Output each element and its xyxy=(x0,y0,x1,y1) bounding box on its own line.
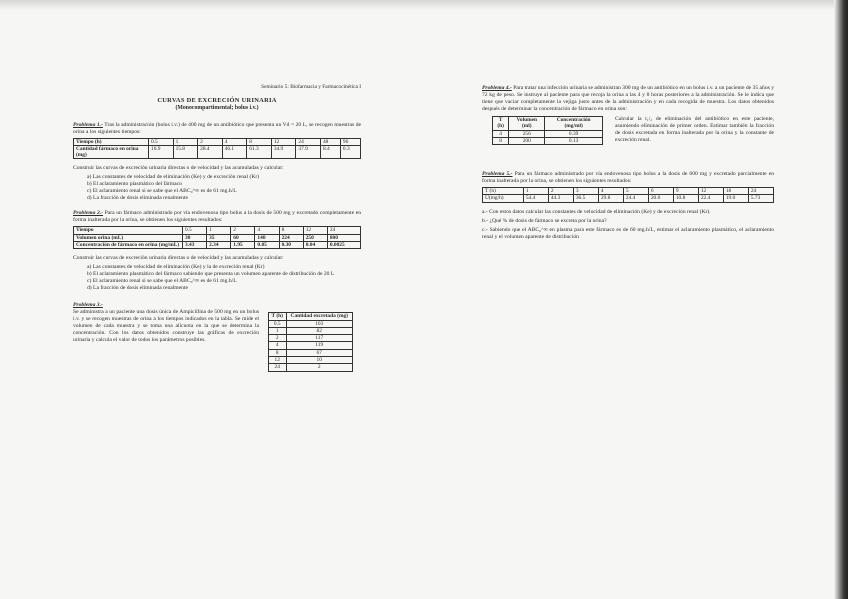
table-cell: 12 xyxy=(271,138,296,145)
table-cell: 24 xyxy=(748,188,773,195)
table-cell: 2 xyxy=(548,188,573,195)
table-cell: 15.8 xyxy=(173,145,198,159)
table-cell: 20.0 xyxy=(648,195,673,202)
problem-3-table xyxy=(268,312,353,371)
table-cell: 0.13 xyxy=(545,137,603,144)
table-cell: 2 xyxy=(198,138,223,145)
problem-3-text: Se administra a un paciente una dosis única de Ampicillina de 500 mg en un bolus i.v. y se recogen muestras de orina a los tiempos indicados en la tabla. Se mide el volumen de cada muestra y se toma una alícuota en la que se determina la concentración. Con los datos obtenidos construye las gráficas de excreción urinaria y calcula el valor de todos los parámetros posibles. xyxy=(73,309,259,344)
table-row xyxy=(74,241,361,248)
table-cell: 1 xyxy=(523,188,548,195)
table-row xyxy=(74,138,361,145)
problem-1-text: Tras la administración (bolus i.v.) de 400 mg de un antibiótico que presenta un Vd = 20 L, se recogen muestras de orina a los siguientes tiempos: xyxy=(73,121,361,135)
list-item: a.- Con estos datos calcular las constantes de velocidad de eliminación (Ke) y de excreción renal (Kr). xyxy=(482,208,711,215)
table-header-cell: Cantidad excretada (mg) xyxy=(286,313,353,320)
table-cell: 12 xyxy=(269,357,287,364)
table-header-cell: Volumen (ml) xyxy=(509,117,545,131)
list-item: c) El aclaramiento renal si se sabe que el ABC₀^∞ es de 61 mg.h/L xyxy=(87,278,237,285)
table-cell: 4 xyxy=(222,138,247,145)
problem-5-label: Problema 5.- xyxy=(482,171,513,178)
list-item: d) La fracción de dosis eliminada renalmente xyxy=(87,285,188,292)
table-cell: 60 xyxy=(231,234,255,241)
header-note: Seminario 5: Biofarmacia y Farmacocinética I xyxy=(261,84,361,90)
table-row xyxy=(74,227,361,234)
list-item: b) El aclaramiento plasmático del fármaco sabiendo que presenta un volumen aparente de distribución de 20 L xyxy=(87,271,335,278)
table-cell: 4 xyxy=(269,342,287,349)
table-cell: 12 xyxy=(698,188,723,195)
table-cell: 18 xyxy=(723,188,748,195)
problem-3-label: Problema 3.- xyxy=(73,302,103,309)
table-cell: 2 xyxy=(269,335,287,342)
table-cell: 8 xyxy=(247,138,272,145)
table-row xyxy=(269,335,353,342)
scan-shadow-right xyxy=(834,0,848,599)
table-cell: 24.4 xyxy=(623,195,648,202)
table-cell: 2 xyxy=(231,227,255,234)
table-row xyxy=(483,195,774,202)
table-cell: 48 xyxy=(320,138,340,145)
problem-4-table xyxy=(492,116,603,145)
table-cell: 12 xyxy=(303,227,327,234)
table-cell: 119 xyxy=(286,342,353,349)
table-cell: 24 xyxy=(296,138,321,145)
table-cell: 8 xyxy=(279,227,303,234)
table-cell: 3.43 xyxy=(183,241,207,248)
table-cell: 36.5 xyxy=(573,195,598,202)
table-row xyxy=(269,342,353,349)
page-title: CURVAS DE EXCRECIÓN URINARIA xyxy=(157,97,277,104)
table-row xyxy=(493,137,603,144)
table-row xyxy=(74,234,361,241)
table-cell: 54.4 xyxy=(523,195,548,202)
table-cell: 0.30 xyxy=(279,241,303,248)
problem-5-list xyxy=(482,209,774,241)
table-cell: 0.85 xyxy=(255,241,279,248)
table-cell: 140 xyxy=(255,234,279,241)
problem-1-table xyxy=(73,138,361,160)
problem-1-statement xyxy=(73,122,361,136)
problem-5-table xyxy=(482,187,774,203)
table-cell: 1 xyxy=(269,327,287,334)
table-cell: 200 xyxy=(509,137,545,144)
table-cell: 5 xyxy=(623,188,648,195)
problem-2-text: Para un fármaco administrado por vía endovenosa tipo bolus a la dosis de 500 mg y excretado completamente en forma inalterada por la orina, se obtienen los siguientes resultados: xyxy=(73,210,361,224)
table-row xyxy=(269,349,353,356)
list-item: d) La fracción de dosis eliminada renalmente xyxy=(87,195,188,202)
table-cell: 0.5 xyxy=(269,320,287,327)
table-cell: 3 xyxy=(573,188,598,195)
table-cell: 4 xyxy=(255,227,279,234)
table-row xyxy=(269,357,353,364)
problem-2-statement xyxy=(73,210,361,224)
table-cell: 4 xyxy=(493,130,509,137)
table-cell: 224 xyxy=(279,234,303,241)
problem-4-statement xyxy=(482,85,774,113)
table-cell: 61.3 xyxy=(247,145,272,159)
table-header-cell: Concentración (mg/ml) xyxy=(545,117,603,131)
table-cell: 28.4 xyxy=(198,145,223,159)
table-row xyxy=(269,327,353,334)
table-cell: 0.0025 xyxy=(327,241,360,248)
table-cell: 35 xyxy=(207,234,231,241)
left-page xyxy=(73,84,361,371)
list-item: c.- Sabiendo que el ABC₀^∞ en plasma para este fármaco es de 60 mg.h/L, estimar el aclaramiento plasmático, el aclaramiento renal y el volumen aparente de distribución xyxy=(482,226,774,240)
table-row xyxy=(493,117,603,131)
table-cell: 67 xyxy=(286,349,353,356)
table-cell: 5.73 xyxy=(748,195,773,202)
table-cell: Concentración de fármaco en orina (mg/mL) xyxy=(74,241,183,248)
problem-1-intro: Construir las curvas de excreción urinaria directas o de velocidad y las acumuladas y calcular: xyxy=(73,165,284,172)
table-cell: 46.1 xyxy=(222,145,247,159)
table-cell: 22.4 xyxy=(698,195,723,202)
table-cell: 2 xyxy=(286,364,353,371)
problem-5-statement xyxy=(482,171,774,185)
table-cell: Volumen orina (mL) xyxy=(74,234,183,241)
table-cell: 6 xyxy=(648,188,673,195)
problem-5-text: Para un fármaco administrado por vía endovenosa tipo bolus a la dosis de 600 mg y excretado parcialmente en forma inalterada por la orina, se obtienen los siguientes resultados: xyxy=(482,171,774,185)
table-cell: 1.95 xyxy=(231,241,255,248)
problem-4-text: Para tratar una infección urinaria se administran 300 mg de un antibiótico en un bolus i.v. a un paciente de 35 años y 72 kg de peso. Se instruye al paciente para que recoja la orina a las 4 y 8 horas posteriores a la administración. Se le indica que tiene que vaciar completamente la vejiga justo antes de la administración y en cada recogida de muestra. Los datos obtenidos después de determinar la concentración de fármaco en orina son: xyxy=(482,85,774,112)
table-cell: 24 xyxy=(269,364,287,371)
problem-2-label: Problema 2.- xyxy=(73,210,104,217)
table-row xyxy=(269,320,353,327)
table-header-cell: T (h) xyxy=(269,313,287,320)
problem-3 xyxy=(73,302,361,371)
table-cell: 10 xyxy=(286,357,353,364)
problem-4-body xyxy=(482,116,774,147)
problem-1-list xyxy=(73,174,361,202)
problem-4-question: Calcular la t₁/₂ de eliminación del antibiótico en este paciente, asumiendo eliminación de primer orden. Estimar también la fracción de dosis excretada en forma inalterada por la orina y la constante de excreción renal. xyxy=(615,116,774,143)
table-cell: 37.9 xyxy=(296,145,321,159)
table-cell: 0.5 xyxy=(183,227,207,234)
right-page xyxy=(482,85,774,243)
problem-1-label: Problema 1.- xyxy=(73,121,103,128)
table-cell: 8 xyxy=(269,349,287,356)
scan-shadow-top xyxy=(0,0,848,10)
table-cell: 16.9 xyxy=(149,145,174,159)
table-cell: 29.8 xyxy=(598,195,623,202)
table-cell: 103 xyxy=(286,320,353,327)
table-cell: 8.4 xyxy=(320,145,340,159)
table-row xyxy=(269,313,353,320)
table-cell: 117 xyxy=(286,335,353,342)
table-cell: 19.0 xyxy=(723,195,748,202)
table-cell: 0.5 xyxy=(149,138,174,145)
table-cell: Tiempo xyxy=(74,227,183,234)
list-item: c) El aclaramiento renal si se sabe que el ABC₀^∞ es de 61 mg.h/L xyxy=(87,188,237,195)
table-cell: 10.8 xyxy=(673,195,698,202)
table-cell: 0.3 xyxy=(340,145,360,159)
table-cell: 0.04 xyxy=(303,241,327,248)
list-item: b) El aclaramiento plasmático del fármaco xyxy=(87,181,182,188)
table-cell: 2.34 xyxy=(207,241,231,248)
table-cell: T (h) xyxy=(483,188,524,195)
problem-2-list xyxy=(73,264,361,292)
problem-2-intro: Construir las curvas de excreción urinaria directas o de velocidad y las acumuladas y calcular: xyxy=(73,255,284,262)
table-cell: 256 xyxy=(509,130,545,137)
table-cell: Tiempo (h) xyxy=(74,138,149,145)
table-cell: 1 xyxy=(173,138,198,145)
table-cell: 8 xyxy=(493,137,509,144)
table-cell: 800 xyxy=(327,234,360,241)
table-cell: 24 xyxy=(327,227,360,234)
list-item: a) Las constantes de velocidad de eliminación (Ke) y de excreción renal (Kr) xyxy=(87,174,260,181)
table-cell: 34.9 xyxy=(271,145,296,159)
table-row xyxy=(269,364,353,371)
problem-4-label: Problema 4.- xyxy=(482,85,512,91)
table-cell: 4 xyxy=(598,188,623,195)
table-cell: 44.3 xyxy=(548,195,573,202)
page-subtitle: (Monocompartimental; bolus i.v.) xyxy=(175,104,259,111)
table-cell: U(mg/h) xyxy=(483,195,524,202)
table-row xyxy=(483,188,774,195)
table-header-cell: T (h) xyxy=(493,117,509,131)
table-row xyxy=(493,130,603,137)
table-cell: 0.39 xyxy=(545,130,603,137)
problem-2-table xyxy=(73,226,361,249)
table-cell: Cantidad fármaco en orina (mg) xyxy=(74,145,149,159)
table-cell: 82 xyxy=(286,327,353,334)
table-cell: 1 xyxy=(207,227,231,234)
table-row xyxy=(74,145,361,159)
list-item: a) Las constantes de velocidad de eliminación (Ke) y la de excreción renal (Kr) xyxy=(87,264,265,271)
table-cell: 96 xyxy=(340,138,360,145)
table-cell: 30 xyxy=(183,234,207,241)
table-cell: 9 xyxy=(673,188,698,195)
table-cell: 250 xyxy=(303,234,327,241)
list-item: b.- ¿Qué % de dosis de fármaco se excreta por la orina? xyxy=(482,217,607,224)
